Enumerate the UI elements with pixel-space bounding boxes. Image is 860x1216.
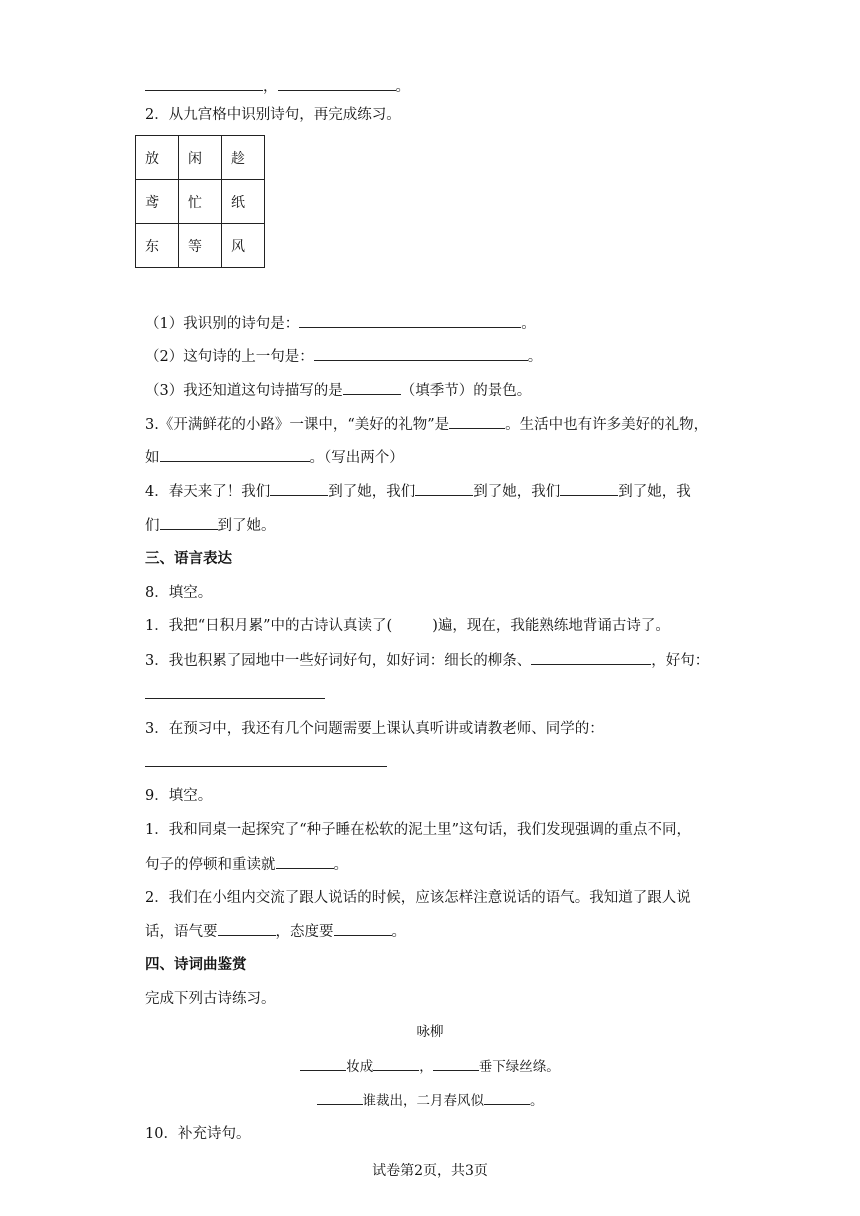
grid-cell: 忙	[179, 180, 222, 224]
question-2-1: （1）我识别的诗句是： 。	[145, 313, 536, 334]
answer-blank[interactable]	[276, 854, 334, 869]
poem-line-1: 妆成 ， 垂下绿丝绦。	[0, 1056, 860, 1077]
grid-cell: 鸢	[136, 180, 179, 224]
answer-blank[interactable]	[145, 752, 387, 767]
answer-blank[interactable]	[415, 481, 473, 496]
answer-blank[interactable]	[145, 76, 263, 91]
grid-cell: 趁	[222, 136, 265, 180]
grid-cell: 风	[222, 224, 265, 268]
question-3: 3.《开满鲜花的小路》一课中，“美好的礼物”是 。生活中也有许多美好的礼物，	[145, 414, 708, 435]
answer-blank[interactable]	[343, 380, 401, 395]
answer-blank[interactable]	[560, 481, 618, 496]
answer-blank[interactable]	[484, 1090, 530, 1105]
question-8-3-cont	[145, 752, 387, 773]
section-3-heading: 三、语言表达	[145, 550, 232, 567]
question-9-title: 9．填空。	[145, 788, 213, 804]
answer-blank[interactable]	[531, 650, 651, 665]
question-10-title: 10．补充诗句。	[145, 1126, 251, 1142]
grid-cell: 放	[136, 136, 179, 180]
section-4-heading: 四、诗词曲鉴赏	[145, 956, 247, 973]
question-9-2: 2．我们在小组内交流了跟人说话的时候，应该怎样注意说话的语气。我知道了跟人说	[145, 890, 691, 906]
question-2-2: （2）这句诗的上一句是： 。	[145, 346, 542, 367]
answer-blank[interactable]	[449, 414, 505, 429]
question-8-3: 3．在预习中，我还有几个问题需要上课认真听讲或请教老师、同学的：	[145, 721, 604, 737]
question-8-2: 3．我也积累了园地中一些好词好句，如好词：细长的柳条、 ，好句：	[145, 650, 709, 671]
answer-blank[interactable]	[314, 346, 528, 361]
question-2-title: 2．从九宫格中识别诗句，再完成练习。	[145, 107, 401, 123]
grid-cell: 闲	[179, 136, 222, 180]
answer-blank[interactable]	[373, 1056, 419, 1071]
answer-blank[interactable]	[278, 76, 396, 91]
grid-cell: 纸	[222, 180, 265, 224]
answer-blank[interactable]	[299, 313, 521, 328]
question-2-3: （3）我还知道这句诗描写的是 （填季节）的景色。	[145, 380, 531, 401]
question-8-title: 8．填空。	[145, 585, 213, 601]
answer-blank[interactable]	[300, 1056, 346, 1071]
page-footer: 试卷第2页，共3页	[372, 1163, 488, 1179]
question-3-cont: 如 。（写出两个）	[145, 447, 404, 468]
answer-blank[interactable]	[433, 1056, 479, 1071]
answer-blank[interactable]	[218, 921, 276, 936]
answer-blank[interactable]	[160, 515, 218, 530]
answer-blank[interactable]	[270, 481, 328, 496]
grid-cell: 东	[136, 224, 179, 268]
poem-intro: 完成下列古诗练习。	[145, 991, 276, 1007]
question-9-2-cont: 话，语气要 ，态度要 。	[145, 921, 406, 942]
top-fill-line: ， 。	[145, 76, 410, 97]
question-8-2-cont	[145, 684, 325, 705]
question-8-1: 1．我把“日积月累”中的古诗认真读了( )遍，现在，我能熟练地背诵古诗了。	[145, 618, 670, 634]
answer-blank[interactable]	[317, 1090, 363, 1105]
poem-line-2: 谁裁出，二月春风似 。	[0, 1090, 860, 1111]
answer-blank[interactable]	[145, 684, 325, 699]
nine-grid	[135, 135, 265, 268]
question-4: 4．春天来了！我们 到了她，我们 到了她，我们 到了她，我	[145, 481, 691, 502]
question-9-1-cont: 句子的停顿和重读就 。	[145, 854, 348, 875]
poem-title: 咏柳	[416, 1024, 444, 1040]
grid-cell: 等	[179, 224, 222, 268]
question-9-1: 1．我和同桌一起探究了“种子睡在松软的泥土里”这句话，我们发现强调的重点不同，	[145, 822, 692, 838]
answer-blank[interactable]	[334, 921, 392, 936]
question-4-cont: 们 到了她。	[145, 515, 276, 536]
answer-blank[interactable]	[160, 447, 310, 462]
